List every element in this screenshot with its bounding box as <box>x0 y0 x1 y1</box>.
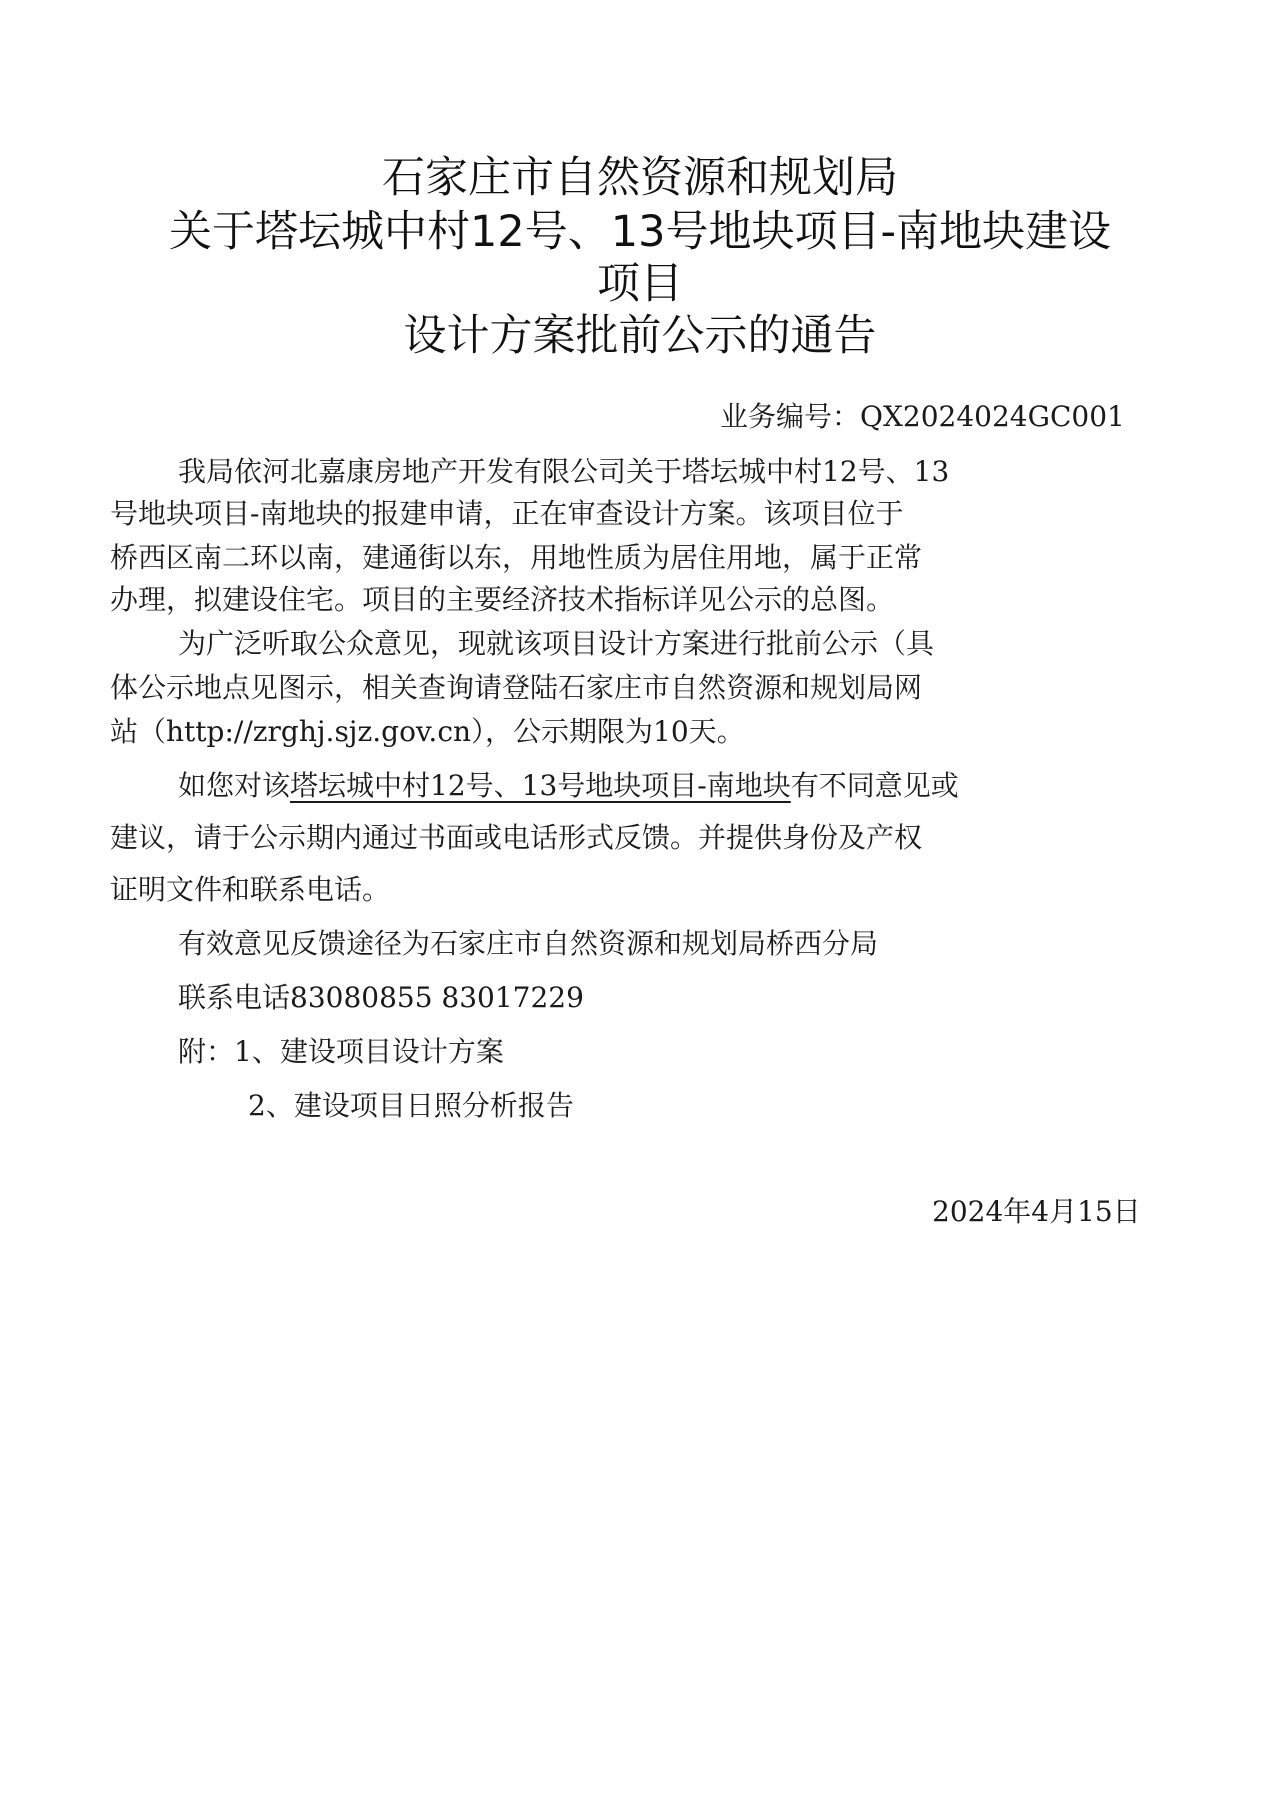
paragraph-1-line-2: 号地块项目-南地块的报建申请，正在审查设计方案。该项目位于 <box>110 497 904 530</box>
title-line-4: 设计方案批前公示的通告 <box>403 311 877 361</box>
paragraph-2-line-3: 站（http://zrghj.sjz.gov.cn），公示期限为10天。 <box>110 715 745 748</box>
contact-phone: 联系电话83080855 83017229 <box>178 981 584 1014</box>
title-line-3: 项目 <box>597 259 683 309</box>
notice-date: 2024年4月15日 <box>932 1195 1141 1228</box>
paragraph-3-line-3: 证明文件和联系电话。 <box>110 873 391 906</box>
paragraph-1-line-3: 桥西区南二环以南，建通街以东，用地性质为居住用地，属于正常 <box>110 541 923 574</box>
project-name-underlined: 塔坛城中村12号、13号地块项目-南地块 <box>290 769 791 802</box>
attachment-item-1: 附：1、建设项目设计方案 <box>178 1035 504 1068</box>
paragraph-1-line-1: 我局依河北嘉康房地产开发有限公司关于塔坛城中村12号、13 <box>178 455 950 488</box>
paragraph-2-line-1: 为广泛听取公众意见，现就该项目设计方案进行批前公示（具 <box>178 627 935 660</box>
feedback-channel: 有效意见反馈途径为石家庄市自然资源和规划局桥西分局 <box>178 927 879 960</box>
paragraph-1-line-4: 办理，拟建设住宅。项目的主要经济技术指标详见公示的总图。 <box>110 583 895 616</box>
attachment-item-2: 2、建设项目日照分析报告 <box>248 1089 574 1122</box>
paragraph-2-line-2: 体公示地点见图示，相关查询请登陆石家庄市自然资源和规划局网 <box>110 671 923 704</box>
paragraph-3-line-2: 建议，请于公示期内通过书面或电话形式反馈。并提供身份及产权 <box>110 821 923 854</box>
paragraph-3-suffix: 有不同意见或 <box>790 769 959 802</box>
paragraph-3-line-1 <box>178 764 959 804</box>
paragraph-3-prefix: 如您对该 <box>178 769 291 802</box>
title-line-1: 石家庄市自然资源和规划局 <box>382 153 898 203</box>
business-number: 业务编号：QX2024024GC001 <box>720 400 1125 433</box>
title-line-2: 关于塔坛城中村12号、13号地块项目-南地块建设 <box>169 207 1111 257</box>
